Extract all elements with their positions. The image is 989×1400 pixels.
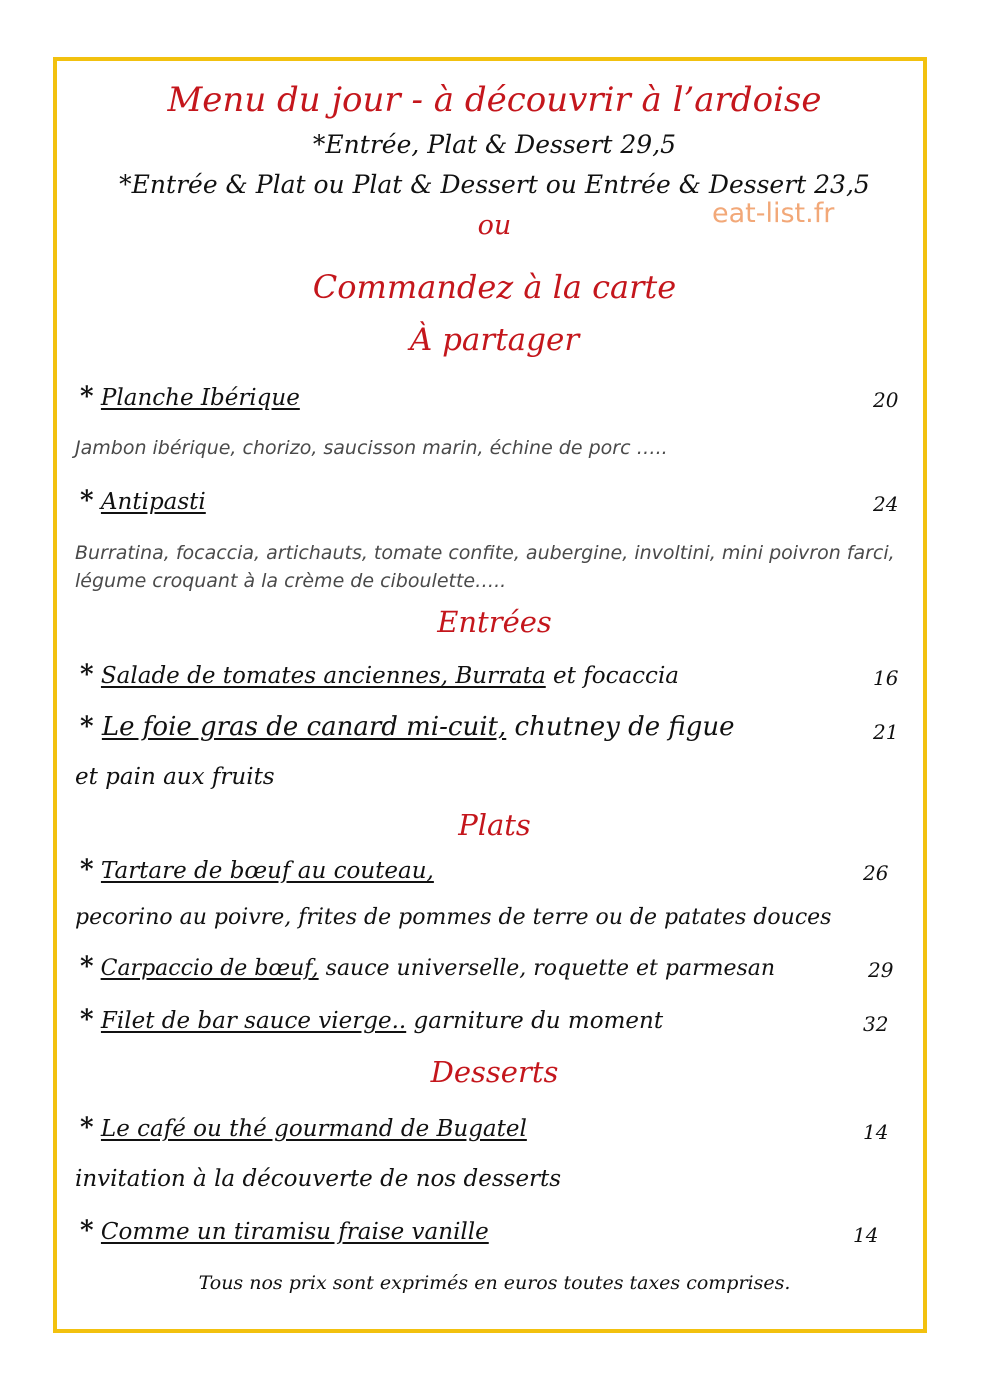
item-accompaniment: garniture du moment bbox=[406, 1008, 664, 1034]
item-description: et pain aux fruits bbox=[75, 764, 275, 790]
item-name: Le café ou thé gourmand de Bugatel bbox=[100, 1116, 527, 1142]
menu-item-carpaccio bbox=[80, 952, 775, 982]
bullet-star: * bbox=[80, 1005, 94, 1035]
item-price: 21 bbox=[873, 720, 899, 744]
item-price: 14 bbox=[863, 1120, 889, 1144]
menu-item-bar bbox=[80, 1005, 663, 1035]
menu-item-cafe-gourmand bbox=[80, 1113, 527, 1143]
item-accompaniment: sauce universelle, roquette et parmesan bbox=[318, 956, 776, 981]
item-name: Filet de bar sauce vierge.. bbox=[100, 1008, 407, 1034]
footer-note: Tous nos prix sont exprimés en euros toutes taxes comprises. bbox=[198, 1272, 791, 1294]
item-accompaniment: et focaccia bbox=[545, 663, 680, 689]
or-separator: ou bbox=[477, 210, 512, 241]
bullet-star: * bbox=[80, 1216, 94, 1246]
item-price: 24 bbox=[873, 492, 899, 516]
menu-item-planche bbox=[80, 382, 300, 412]
section-entrees: Entrées bbox=[437, 605, 552, 639]
section-partager: À partager bbox=[409, 322, 580, 358]
bullet-star: * bbox=[80, 1113, 94, 1143]
bullet-star: * bbox=[80, 486, 94, 516]
menu-item-tiramisu bbox=[80, 1216, 489, 1246]
item-description: Burratina, focaccia, artichauts, tomate confite, aubergine, involtini, mini poivron farci, légume croquant à la crème de ciboulette….. bbox=[75, 542, 895, 592]
bullet-star: * bbox=[80, 952, 94, 982]
item-price: 14 bbox=[853, 1223, 879, 1247]
item-name: Tartare de bœuf au couteau, bbox=[100, 858, 434, 884]
item-name: Le foie gras de canard mi-cuit, bbox=[101, 712, 507, 742]
item-accompaniment: chutney de figue bbox=[506, 712, 735, 742]
menu-item-salade bbox=[80, 660, 679, 690]
item-price: 20 bbox=[873, 388, 899, 412]
item-description: invitation à la découverte de nos desserts bbox=[75, 1166, 562, 1192]
bullet-star: * bbox=[80, 855, 94, 885]
menu-item-foie-gras bbox=[80, 712, 735, 742]
item-name: Carpaccio de bœuf, bbox=[100, 956, 319, 981]
offer-three-courses: *Entrée, Plat & Dessert 29,5 bbox=[312, 130, 677, 159]
watermark-logo: eat-list.fr bbox=[712, 198, 835, 229]
bullet-star: * bbox=[80, 660, 94, 690]
offer-two-courses: *Entrée & Plat ou Plat & Dessert ou Entrée & Dessert 23,5 bbox=[119, 170, 870, 199]
item-price: 16 bbox=[873, 666, 899, 690]
item-price: 26 bbox=[863, 861, 889, 885]
menu-title: Menu du jour - à découvrir à l’ardoise bbox=[167, 80, 822, 120]
menu-item-antipasti bbox=[80, 486, 206, 516]
carte-heading: Commandez à la carte bbox=[312, 268, 677, 306]
bullet-star: * bbox=[80, 382, 94, 412]
menu-item-tartare bbox=[80, 855, 434, 885]
item-name: Salade de tomates anciennes, Burrata bbox=[100, 663, 546, 689]
item-price: 29 bbox=[868, 958, 894, 982]
section-desserts: Desserts bbox=[430, 1055, 559, 1089]
section-plats: Plats bbox=[458, 808, 531, 842]
item-name: Antipasti bbox=[100, 489, 206, 515]
item-name: Planche Ibérique bbox=[100, 385, 300, 411]
item-price: 32 bbox=[863, 1012, 889, 1036]
item-name: Comme un tiramisu fraise vanille bbox=[100, 1219, 489, 1245]
item-description: pecorino au poivre, frites de pommes de terre ou de patates douces bbox=[75, 905, 832, 930]
bullet-star: * bbox=[80, 712, 94, 742]
item-description: Jambon ibérique, chorizo, saucisson marin, échine de porc ….. bbox=[75, 437, 668, 459]
